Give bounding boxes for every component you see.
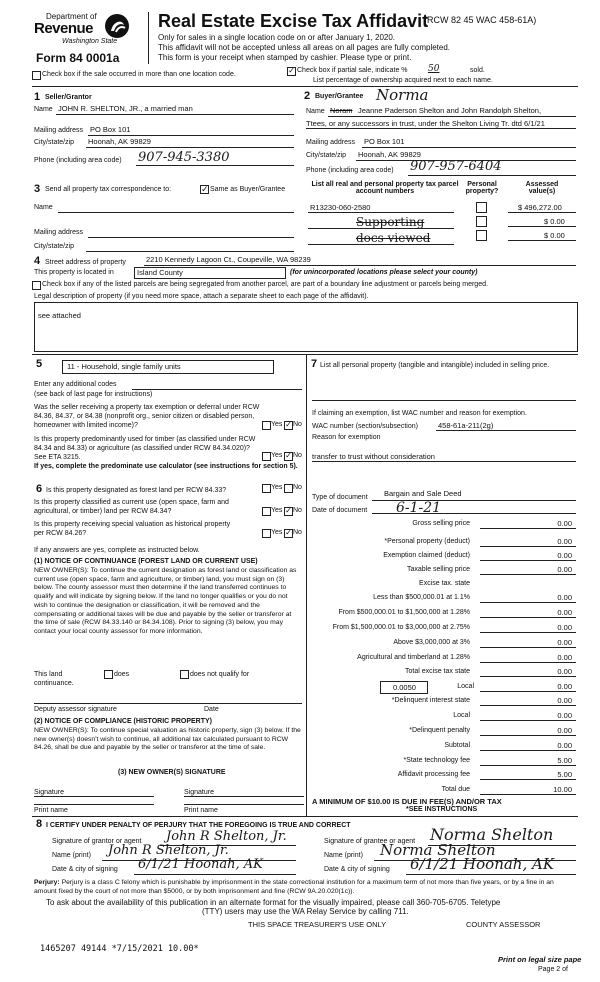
tax-row-underline (480, 765, 576, 766)
grantee-date-label: Date & city of signing (324, 866, 390, 873)
logo-state: Washington State (62, 38, 118, 45)
tax-row-label: Taxable selling price (406, 566, 470, 573)
tax-row-value[interactable]: 5.00 (557, 770, 572, 779)
buyer-heading: Buyer/Grantee (315, 93, 364, 100)
forest-yes-checkbox[interactable] (262, 484, 271, 493)
sec3-mail-label: Mailing address (34, 229, 84, 236)
buyer-name-label: Name (306, 108, 325, 115)
header-note-1: Only for sales in a single location code on or after January 1, 2020. (158, 33, 396, 42)
tax-row-underline (480, 528, 576, 529)
seller-mail[interactable]: PO Box 101 (90, 125, 131, 134)
buyer-phone[interactable]: 907-957-6404 (410, 159, 502, 174)
tax-row-value[interactable]: 0.00 (557, 667, 572, 676)
section-5-number: 5 (36, 358, 43, 370)
tax-row-value[interactable]: 5.00 (557, 756, 572, 765)
current-use-no-checkbox[interactable]: ✓ (285, 506, 292, 515)
notice-1-title: (1) NOTICE OF CONTINUANCE (FOREST LAND OR CURRENT USE) (34, 558, 258, 565)
does-not-checkbox[interactable] (180, 670, 189, 679)
parcel-col-2: Personal property? (465, 181, 499, 195)
new-owner-sig-title: (3) NEW OWNER(S) SIGNATURE (118, 769, 226, 776)
tax-row-underline (480, 750, 576, 751)
exemption-reason[interactable]: transfer to trust without consideration (312, 452, 435, 461)
notice-1-text: NEW OWNER(S): To continue the current designation as forest land or classification as current use (open space, farm and agriculture, or timber) land, you must sign on (3) below. The county assessor must then determine if the land transferred continues to qualify and will indicate by signing below. If the land no longer qualifies or you do not wish to continue the designation or classification, it will be removed and the compensating or additional taxes will be due and payable by the seller or transferor at the time of sale (RCW 84.33.140 or 84.34.108). Prior to signing (3) below, you may contact your local county assessor for more information. (34, 567, 297, 635)
buyer-city-label: City/state/zip (306, 152, 347, 159)
tax-row-label: Exemption claimed (deduct) (383, 552, 470, 559)
see-instructions: *SEE INSTRUCTIONS (406, 806, 478, 813)
form-number: Form 84 0001a (36, 51, 120, 65)
historic-no-checkbox[interactable]: ✓ (285, 528, 292, 537)
personal-property-checkbox[interactable] (476, 216, 487, 227)
assessor-label: COUNTY ASSESSOR (466, 920, 541, 929)
print-label-1: Print name (34, 807, 68, 814)
q2-yes-checkbox[interactable] (262, 452, 271, 461)
tax-row-underline (480, 560, 576, 561)
legal-description-field[interactable]: see attached (34, 302, 578, 352)
tax-row-underline (480, 794, 576, 795)
tax-row-label: Total excise tax state (405, 668, 470, 675)
continuance-label: continuance. (34, 680, 74, 687)
sig-label-2: Signature (184, 789, 214, 796)
doc-date[interactable]: 6-1-21 (396, 500, 442, 516)
tax-row-label: *Delinquent penalty (409, 727, 470, 734)
sec6-q2: Is this property classified as current use (open space, farm and agricultural, or timber) land per RCW 84.34? (34, 499, 229, 515)
perjury-note: Perjury: Perjury is a class C felony which is punishable by imprisonment in the state correctional institution for a maximum term of not more than five years, or by a fine in an amount fixed by the court of not more than $5000, or by both imprisonment and fine (RCW 9A.20.020(1c)). (34, 879, 554, 895)
tax-row-label: Less than $500,000.01 at 1.1% (373, 594, 470, 601)
buyer-phone-label: Phone (including area code) (306, 167, 394, 174)
additional-codes-label: Enter any additional codes (34, 381, 117, 388)
parcel-number[interactable]: docs viewed (356, 231, 431, 245)
local-rate-field[interactable]: 0.0050 (380, 681, 428, 694)
partial-sale-label: Check box if partial sale, indicate % (297, 67, 408, 74)
tax-row-underline (480, 632, 576, 633)
q2-no-checkbox[interactable]: ✓ (285, 451, 292, 460)
yes-label: Yes (271, 421, 283, 428)
sec5-q1: Was the seller receiving a property tax exemption or deferral under RCW 84.36, 84.37, or 84.38 (nonprofit org., senior citizen or disabled person, homeowner with limited income)? (34, 404, 260, 429)
tax-row-label: From $500,000.01 to $1,500,000 at 1.28% (338, 609, 470, 616)
section-1-number: 1 (34, 91, 41, 103)
tax-row-value[interactable]: 0.00 (557, 711, 572, 720)
use-code-select[interactable]: 11 - Household, single family units (62, 360, 274, 374)
tax-row-value[interactable]: 0.00 (557, 565, 572, 574)
doc-type[interactable]: Bargain and Sale Deed (384, 489, 462, 498)
no-label: No (293, 484, 302, 491)
multi-location-label: Check box if the sale occurred in more than one location code. (42, 71, 236, 78)
tax-row-underline (480, 705, 576, 706)
partial-sale-checkbox[interactable]: ✓ (288, 66, 295, 75)
tax-row-label: Excise tax. state (419, 580, 470, 587)
tax-row-underline (480, 602, 576, 603)
tax-row-underline (480, 574, 576, 575)
buyer-city[interactable]: Hoonah, AK 99829 (358, 150, 421, 159)
tax-row-underline (480, 691, 576, 692)
assessed-value[interactable]: $ 0.00 (544, 217, 565, 226)
deputy-sig-label: Deputy assessor signature (34, 706, 117, 713)
parcel-number[interactable]: Supporting (356, 215, 425, 229)
exemption-q: If claiming an exemption, list WAC number and reason for exemption. (312, 410, 527, 417)
grantor-signature[interactable]: John R Shelton, Jr. (166, 829, 287, 844)
forest-no-checkbox[interactable] (284, 484, 293, 493)
reason-label: Reason for exemption (312, 434, 381, 441)
tax-row-value[interactable]: 10.00 (553, 785, 572, 794)
seller-phone-label: Phone (including area code) (34, 157, 122, 164)
treasurer-label: THIS SPACE TREASURER'S USE ONLY (248, 920, 387, 929)
segregated-checkbox[interactable] (32, 281, 41, 290)
tax-row-value[interactable]: 0.00 (557, 726, 572, 735)
segregated-label: Check box if any of the listed parcels are being segregated from another parcel, are part of a boundary line adjustment or parcels being merged. (42, 281, 488, 288)
tax-row-label: Local (453, 712, 470, 719)
sec6-q1: Is this property designated as forest land per RCW 84.33? (46, 487, 227, 494)
form-rcw: (RCW 82 45 WAC 458-61A) (424, 15, 537, 25)
sec5-q2b: If yes, complete the predominate use calculator (see instructions for section 5). (34, 463, 298, 470)
personal-property-checkbox[interactable] (476, 230, 487, 241)
buyer-mail[interactable]: PO Box 101 (364, 137, 405, 146)
no-label: No (293, 452, 302, 459)
tax-row-value[interactable]: 0.00 (557, 741, 572, 750)
header-note-2: This affidavit will not be accepted unless all areas on all pages are fully completed. (158, 43, 451, 52)
legal-size-note: Print on legal size pape (498, 955, 582, 964)
buyer-handwritten: Norma (376, 86, 429, 104)
section-6-number: 6 (36, 483, 43, 495)
parcel-col-3: Assessed value(s) (525, 181, 559, 195)
q1-yes-checkbox[interactable] (262, 421, 271, 430)
wac-number[interactable]: 458-61a-211(2g) (438, 421, 494, 430)
yes-label: Yes (271, 529, 283, 536)
tax-row-underline (480, 779, 576, 780)
no-label: No (293, 421, 302, 428)
tax-row-underline (480, 662, 576, 663)
sec3-city-label: City/state/zip (34, 243, 75, 250)
tax-row-value[interactable]: 0.00 (557, 696, 572, 705)
tax-row-label: *Delinquent interest state (391, 697, 470, 704)
historic-yes-checkbox[interactable] (262, 529, 271, 538)
located-label: This property is located in (34, 269, 114, 276)
section-3-label: Send all property tax correspondence to: (45, 186, 172, 193)
grantor-sig-label: Signature of grantor or agent (52, 838, 142, 845)
personal-property-checkbox[interactable] (476, 202, 487, 213)
notice-2-title: (2) NOTICE OF COMPLIANCE (HISTORIC PROPERTY) (34, 718, 212, 725)
tax-row-underline (480, 676, 576, 677)
section-3-number: 3 (34, 183, 41, 195)
does-not-label: does not qualify for (190, 671, 250, 678)
cashier-stamp: 1465207 49144 *7/15/2021 10.00* (40, 944, 199, 954)
section-8-number: 8 (36, 818, 43, 830)
tax-row-value[interactable]: 0.00 (557, 608, 572, 617)
tax-row-value[interactable]: 0.00 (557, 638, 572, 647)
partial-list-note: List percentage of ownership acquired next to each name. (313, 77, 493, 84)
seller-phone[interactable]: 907-945-3380 (138, 150, 230, 165)
sec5-q2: Is this property predominantly used for timber (as classified under RCW 84.34 and 84.33) or agriculture (as classified under RCW 84.34.020)? See ETA 3215. (34, 436, 256, 461)
tax-row-underline (480, 720, 576, 721)
seller-name-label: Name (34, 106, 53, 113)
revenue-logo-icon (104, 13, 130, 39)
header-divider (148, 12, 149, 64)
same-as-buyer-checkbox[interactable]: ✓ (201, 184, 209, 194)
same-as-buyer-label: Same as Buyer/Grantee (210, 186, 286, 193)
no-label: No (293, 507, 302, 514)
section-2-number: 2 (304, 90, 311, 102)
grantee-date[interactable]: 6/1/21 Hoonah, AK (410, 855, 555, 873)
no-label: No (293, 529, 302, 536)
q1-no-checkbox[interactable]: ✓ (285, 420, 292, 429)
tax-row-value[interactable]: 0.00 (557, 537, 572, 546)
parcel-col-1: List all real and personal property tax parcel account numbers (311, 181, 459, 195)
seller-name[interactable]: JOHN R. SHELTON, JR., a married man (58, 104, 193, 113)
does-checkbox[interactable] (104, 670, 113, 679)
sec7-label: List all personal property (tangible and intangible) included in selling price. (320, 362, 550, 369)
assessed-value[interactable]: $ 0.00 (544, 231, 565, 240)
partial-pct[interactable]: 50 (428, 64, 440, 74)
tax-row-label: Total due (441, 786, 470, 793)
doc-type-label: Type of document (312, 494, 368, 501)
tax-row-label: Gross selling price (412, 520, 470, 527)
column-divider (306, 354, 307, 816)
divider (32, 86, 578, 87)
tax-row-value[interactable]: 0.00 (557, 653, 572, 662)
street-label: Street address of property (45, 259, 126, 266)
accessibility-note: To ask about the availability of this publication in an alternate format for the visually impaired, please call 360-705-6705. Teletype (46, 898, 501, 907)
grantee-signature[interactable]: Norma Shelton (430, 825, 554, 844)
tax-row-underline (480, 617, 576, 618)
legal-label: Legal description of property (if you need more space, attach a separate sheet to each page of the affidavit). (34, 293, 369, 300)
grantor-name-label: Name (print) (52, 852, 91, 859)
page-number: Page 2 of (538, 966, 568, 973)
tax-row-label: *Personal property (deduct) (384, 538, 470, 545)
section-4-number: 4 (34, 255, 41, 267)
yes-label: Yes (271, 484, 283, 491)
tax-row-underline (480, 735, 576, 736)
this-land-label: This land (34, 671, 63, 678)
seller-city-label: City/state/zip (34, 139, 75, 146)
print-label-2: Print name (184, 807, 218, 814)
logo-revenue: Revenue (34, 20, 94, 37)
see-back-label: (see back of last page for instructions) (34, 391, 153, 398)
tty-note: (TTY) users may use the WA Relay Service by calling 711. (202, 907, 409, 916)
grantor-name[interactable]: John R Shelton, Jr. (108, 843, 229, 858)
minimum-due: A MINIMUM OF $10.00 IS DUE IN FEE(S) AND/OR TAX (312, 797, 502, 806)
yes-label: Yes (271, 452, 283, 459)
tax-row-value[interactable]: 0.00 (557, 682, 572, 691)
buyer-mail-label: Mailing address (306, 139, 356, 146)
tax-row-value[interactable]: 0.00 (557, 623, 572, 632)
tax-row-value[interactable]: 0.00 (557, 551, 572, 560)
sec6-q3: Is this property receiving special valuation as historical property per RCW 84.26? (34, 521, 231, 537)
multi-location-checkbox[interactable] (32, 71, 41, 80)
tax-row-label: Subtotal (444, 742, 470, 749)
buyer-name-2[interactable]: Ttees, or any successors in trust, under the Shelton Living Tr. dtd 6/1/21 (306, 119, 545, 128)
tax-row-label: From $1,500,000.01 to $3,000,000 at 2.75% (332, 624, 470, 631)
sec3-name-label: Name (34, 204, 53, 211)
notice-2-text: NEW OWNER(S): To continue special valuation as historic property, sign (3) below. If the new owner(s) doesn't wish to continue, all additional tax calculated pursuant to RCW 84.26, shall be due and payable by the seller or transferor at the time of sale. (34, 727, 301, 752)
logo-dept: Department of (46, 12, 97, 21)
current-use-yes-checkbox[interactable] (262, 507, 271, 516)
buyer-name-struck: Noram (330, 106, 353, 115)
section-7-number: 7 (311, 358, 318, 370)
partial-sold: sold. (470, 67, 485, 74)
does-label: does (114, 671, 130, 678)
tax-row-value[interactable]: 0.00 (557, 593, 572, 602)
seller-heading: Seller/Grantor (45, 94, 92, 101)
county-select[interactable]: Island County (134, 267, 286, 279)
sec6-if-yes: If any answers are yes, complete as instructed below. (34, 547, 200, 554)
yes-label: Yes (271, 507, 283, 514)
certify-statement: I CERTIFY UNDER PENALTY OF PERJURY THAT THE FOREGOING IS TRUE AND CORRECT (46, 822, 351, 829)
tax-row-label: Affidavit processing fee (397, 771, 470, 778)
doc-date-label: Date of document (312, 507, 368, 514)
tax-row-label: Above $3,000,000 at 3% (393, 639, 470, 646)
tax-row-underline (480, 546, 576, 547)
tax-row-value[interactable]: 0.00 (557, 519, 572, 528)
deputy-date-label: Date (204, 706, 219, 713)
wac-label: WAC number (section/subsection) (312, 423, 418, 430)
buyer-name[interactable]: Jeanne Paderson Shelton and John Randolph Shelton, (358, 106, 542, 115)
grantee-name-label: Name (print) (324, 852, 363, 859)
grantee-name[interactable]: Norma Shelton (380, 841, 496, 859)
parcel-number[interactable]: R13230-060-2580 (310, 203, 371, 212)
grantor-date-label: Date & city of signing (52, 866, 118, 873)
assessed-value[interactable]: $ 496,272.00 (518, 203, 562, 212)
sig-label-1: Signature (34, 789, 64, 796)
form-title: Real Estate Excise Tax Affidavit (158, 11, 429, 31)
tax-row-underline (480, 647, 576, 648)
tax-row-label: Agricultural and timberland at 1.28% (357, 654, 470, 661)
seller-city[interactable]: Hoonah, AK 99829 (88, 137, 151, 146)
county-note: (for unincorporated locations please select your county) (290, 269, 478, 276)
tax-row-label: Local (457, 683, 474, 690)
grantor-date[interactable]: 6/1/21 Hoonah, AK (138, 857, 263, 872)
grantee-sig-label: Signature of grantee or agent (324, 838, 416, 845)
street-address[interactable]: 2210 Kennedy Lagoon Ct., Coupeville, WA 98239 (146, 255, 311, 264)
header-note-3: This form is your receipt when stamped by cashier. Please type or print. (158, 53, 412, 62)
tax-row-label: *State technology fee (403, 757, 470, 764)
seller-mail-label: Mailing address (34, 127, 84, 134)
